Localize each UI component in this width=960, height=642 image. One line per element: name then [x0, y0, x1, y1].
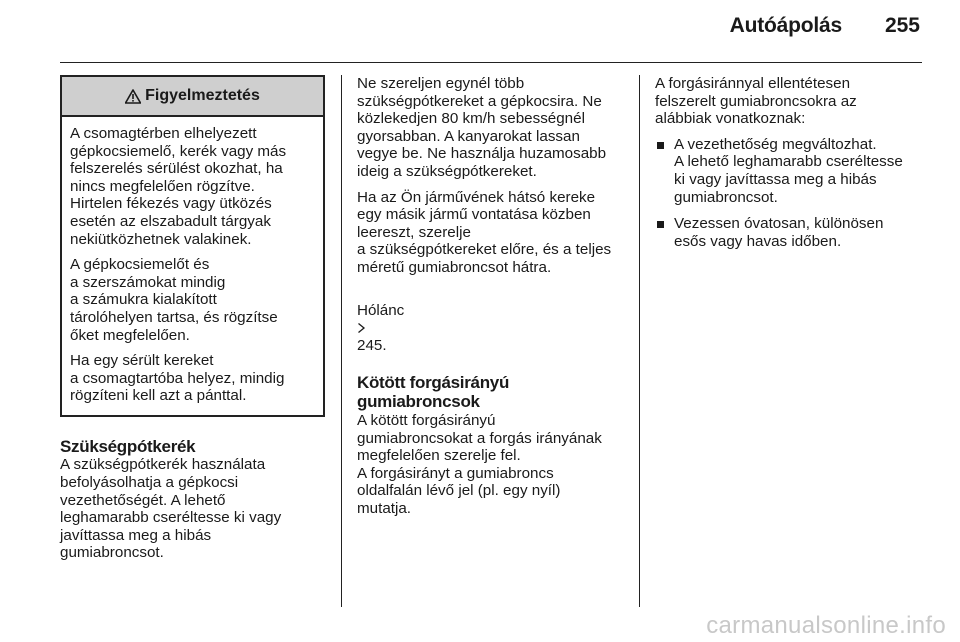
directional-tyres-text: A kötött forgásirányú gumiabroncsokat a forgás irányának megfelelően szerelje fel.: [357, 411, 602, 465]
column-divider-2: [639, 75, 640, 607]
snow-chain-reference[interactable]: [357, 285, 629, 355]
list-item: [655, 215, 935, 250]
consequences-list: [655, 136, 935, 251]
column-3: [655, 75, 935, 259]
column-divider-1: [341, 75, 342, 607]
column-1: [60, 75, 325, 562]
rear-wheel-text: Ha az Ön járművének hátsó kereke egy másik jármű vontatása közben leereszt, szerelje a szükségpótkereket előre, és a teljes méretű gumiabroncsot hátra.: [357, 188, 612, 276]
list-item-text: A vezethetőség megváltozhat. A lehető leghamarabb cseréltesse ki vagy javíttassa meg a hibás gumiabroncsot.: [674, 135, 903, 206]
directional-tyres-title: Kötött forgásirányú gumiabroncsok: [357, 372, 510, 412]
warning-header: [62, 77, 323, 117]
warning-paragraph: A gépkocsiemelőt és a szerszámokat mindig a számukra kialakított tárolóhelyen tartsa, és rögzítse őket megfelelően.: [70, 256, 278, 344]
list-item-text: Vezessen óvatosan, különösen esős vagy havas időben.: [674, 215, 884, 250]
spare-wheel-text: A szükségpótkerék használata befolyásolhatja a gépkocsi vezethetőségét. A lehető leghamarabb cseréltesse ki vagy javíttassa meg a hibás gumiabroncsot.: [60, 456, 282, 562]
snow-chain-page-ref: 245.: [357, 337, 387, 355]
header-rule: [60, 62, 922, 63]
spare-wheel-section: [60, 437, 325, 562]
snow-chain-label: Hólánc: [357, 302, 405, 320]
page-number: 255: [884, 14, 920, 37]
warning-body: [62, 117, 323, 415]
reverse-mounted-intro: A forgásiránnyal ellentétesen felszerelt gumiabroncsokra az alábbiak vonatkoznak:: [655, 75, 857, 128]
warning-paragraph: A csomagtérben elhelyezett gépkocsiemelő, kerék vagy más felszerelés sérülést okozhat, ha nincs megfelelően rögzítve. Hirtelen fékezés vagy ütközés esetén az elszabadult tárgyak nekiütközhetnek valakinek.: [70, 125, 287, 248]
list-item: [655, 136, 935, 206]
directional-mark-text: A forgásirányt a gumiabroncs oldalfalán lévő jel (pl. egy nyíl) mutatja.: [357, 464, 561, 517]
warning-triangle-icon: [125, 89, 141, 104]
warning-title: Figyelmeztetés: [145, 87, 260, 105]
page-header: [0, 0, 960, 56]
bullet-square-icon: [657, 221, 664, 228]
watermark: carmanualsonline.info: [706, 612, 946, 639]
column-2: [357, 75, 629, 517]
warning-box: [60, 75, 325, 417]
spare-usage-text: Ne szereljen egynél több szükségpótkereket a gépkocsira. Ne közlekedjen 80 km/h sebességnél gyorsabban. A kanyarokat lassan vegye be. Ne használja huzamosabb ideig a szükségpótkereket.: [357, 75, 607, 180]
spare-wheel-title: Szükségpótkerék: [60, 436, 196, 456]
header-title: Autóápolás: [729, 14, 842, 37]
bullet-square-icon: [657, 142, 664, 149]
reference-arrow-icon: [357, 322, 366, 334]
warning-paragraph: Ha egy sérült kereket a csomagtartóba helyez, mindig rögzíteni kell azt a pánttal.: [70, 352, 285, 405]
